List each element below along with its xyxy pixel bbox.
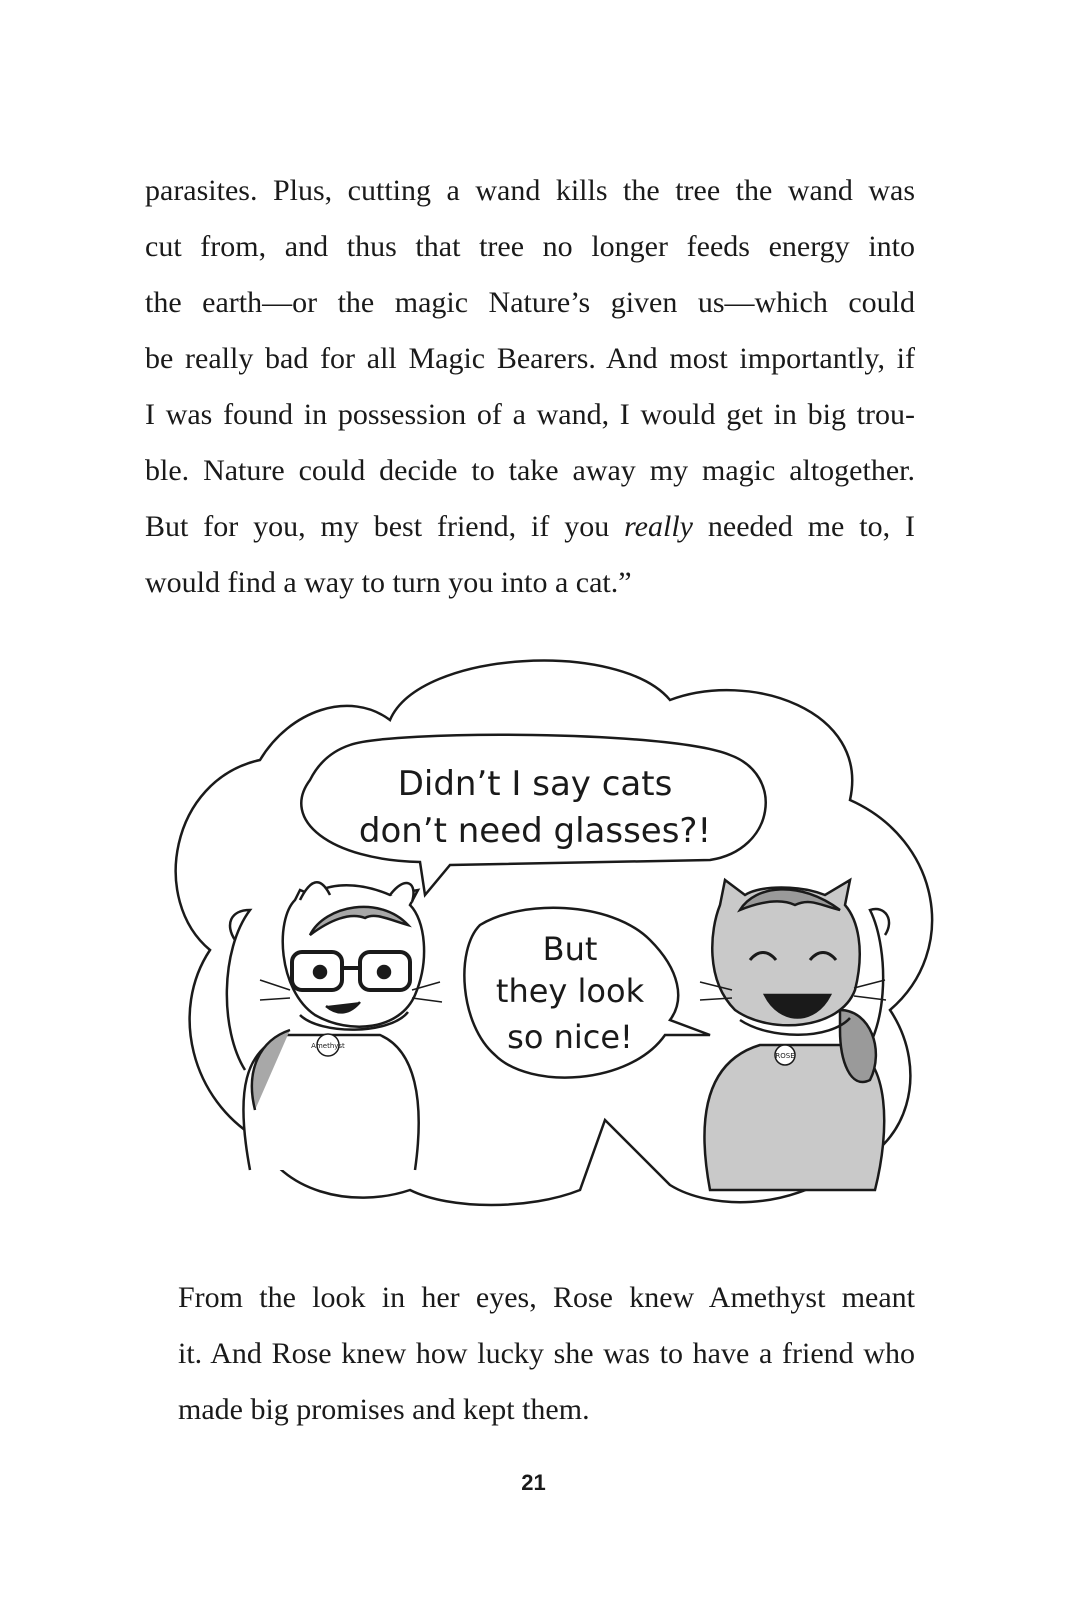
- rose-collar-tag: ROSE: [775, 1052, 795, 1060]
- text-line: made big promises and kept them.: [178, 1393, 590, 1426]
- text-line: would find a way to turn you into a cat.”: [145, 566, 632, 599]
- page-number: 21: [521, 1470, 546, 1495]
- bottom-paragraph: [145, 1270, 915, 1438]
- text-line: ble. Nature could decide to take away my magic altogether.: [145, 454, 915, 487]
- speech-right-line-3: so nice!: [507, 1018, 633, 1056]
- text-line: parasites. Plus, cutting a wand kills the tree the wand was: [145, 174, 915, 207]
- text-line-with-emphasis: [145, 499, 915, 555]
- text-line: I was found in possession of a wand, I would get in big trou-: [145, 398, 915, 431]
- text-line: the earth—or the magic Nature’s given us—which could: [145, 286, 915, 319]
- text-line: be really bad for all Magic Bearers. And most importantly, if: [145, 342, 915, 375]
- text-line: From the look in her eyes, Rose knew Amethyst meant: [178, 1281, 915, 1314]
- text-segment: needed me to, I: [692, 510, 915, 543]
- speech-left-line-2: don’t need glasses?!: [358, 811, 712, 851]
- text-segment: But for you, my best friend, if you: [145, 510, 625, 543]
- speech-right-line-2: they look: [495, 972, 645, 1010]
- emphasis-word: really: [624, 510, 693, 543]
- text-line: cut from, and thus that tree no longer feeds energy into: [145, 230, 915, 263]
- text-line: it. And Rose knew how lucky she was to have a friend who: [178, 1337, 915, 1370]
- top-paragraph: [145, 163, 915, 611]
- speech-right-line-1: But: [542, 930, 598, 968]
- amethyst-collar-tag: Amethyst: [311, 1042, 345, 1050]
- speech-left-line-1: Didn’t I say cats: [397, 764, 673, 804]
- thought-cloud-illustration: [150, 650, 950, 1210]
